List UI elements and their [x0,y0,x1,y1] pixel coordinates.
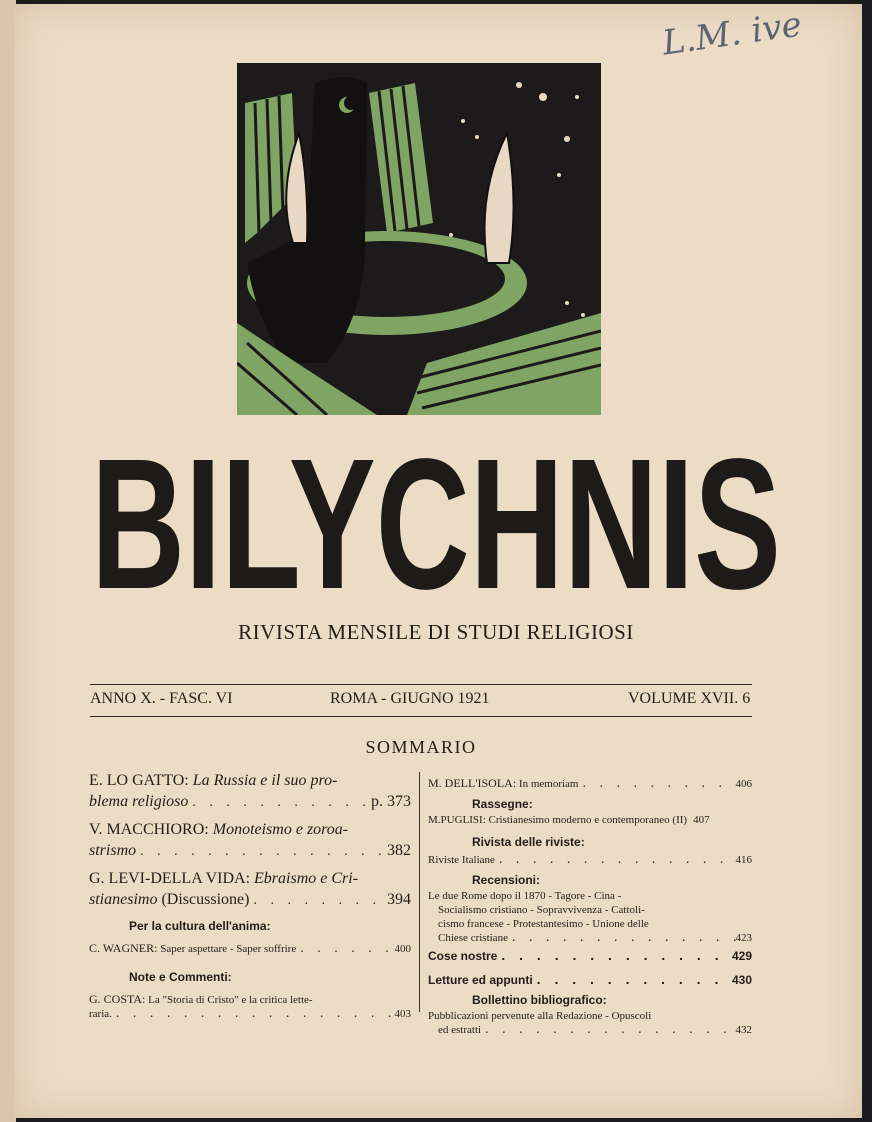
contents-heading: SOMMARIO [365,737,477,757]
top-rule [90,684,752,685]
toc-entry: V. MACCHIORO: Monoteismo e zoroa- strismo . . . 382 [89,819,411,862]
issue-place-date: ROMA - GIUGNO 1921 [330,690,490,707]
toc-entry: G. COSTA: La "Storia di Cristo" e la critica lette- raria. . . . 403 [89,992,411,1021]
lamp-woodcut-illustration [237,63,601,415]
toc-entry: Le due Rome dopo il 1870 - Tagore - Cina - Socialismo cristiano - Sopravvivenza - Cattoli- cismo francese - Protestantesimo - Unione delle Chiese cristiane . . . 423 [428,889,752,945]
column-divider [419,772,420,1012]
section-label: Rivista delle riviste: [472,835,585,849]
toc-entry: C. WAGNER: Saper aspettare - Saper soffrire . . . 400 [89,941,411,956]
toc-entry: Cose nostre . . . 429 [428,945,752,967]
bottom-rule [90,716,752,717]
contents-left-column [89,770,411,1021]
section-label: Note e Commenti: [129,970,232,984]
toc-entry: Riviste Italiane . . . 416 [428,853,752,867]
toc-entry: Pubblicazioni pervenute alla Redazione - Opuscoli ed estratti . . . 432 [428,1009,752,1037]
masthead-text: BILYCHNIS [91,440,781,600]
handwritten-signature: L.M. ive [659,4,805,64]
toc-entry: M. DELL'ISOLA: In memoriam . . . 406 [428,776,752,791]
masthead-title [86,440,786,600]
issue-anno: ANNO X. - FASC. VI [90,690,233,707]
section-label: Per la cultura dell'anima: [129,919,271,933]
toc-entry: E. LO GATTO: La Russia e il suo pro- blema religioso . . . p. 373 [89,770,411,813]
toc-entry: G. LEVI-DELLA VIDA: Ebraismo e Cri- stianesimo (Discussione) . . . 394 [89,868,411,911]
issue-volume: VOLUME XVII. 6 [628,690,751,707]
section-label: Rassegne: [472,797,533,811]
subtitle: RIVISTA MENSILE DI STUDI RELIGIOSI [238,620,634,644]
section-label: Recensioni: [472,873,541,887]
contents-right-column [428,770,752,1037]
toc-entry: M.PUGLISI: Cristianesimo moderno e contemporaneo (II) 407 [428,814,710,826]
toc-entry: Letture ed appunti . . . 430 [428,969,752,991]
section-label: Bollettino bibliografico: [472,993,607,1007]
